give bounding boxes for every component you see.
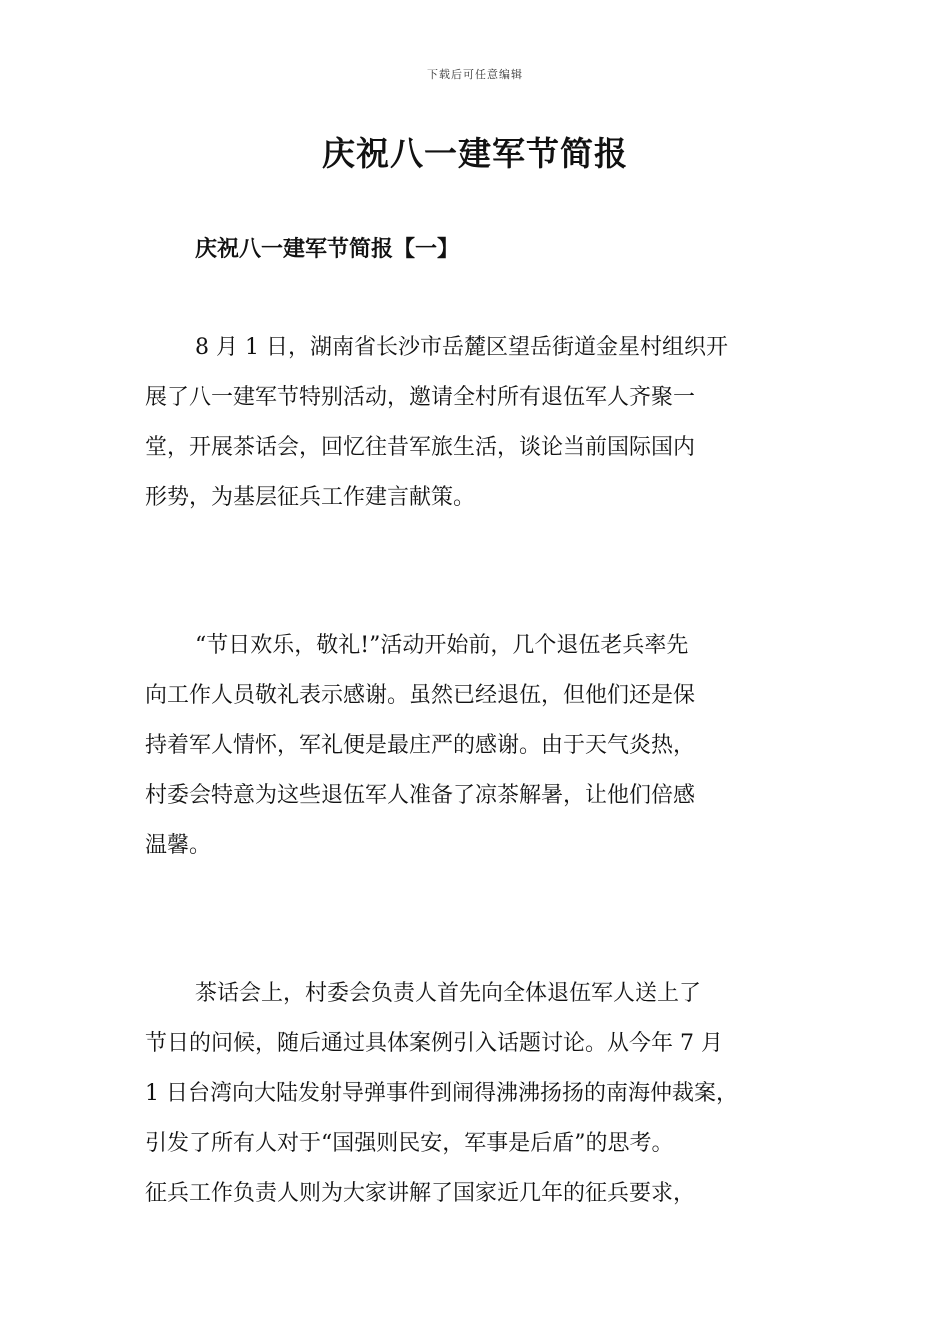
paragraph-line: 温馨。	[145, 833, 212, 858]
paragraph-line: 向工作人员敬礼表示感谢。虽然已经退伍，但他们还是保	[145, 683, 696, 708]
paragraph-2	[145, 621, 810, 871]
paragraph-line: 形势，为基层征兵工作建言献策。	[145, 485, 476, 510]
paragraph-line: 展了八一建军节特别活动，邀请全村所有退伍军人齐聚一	[145, 385, 696, 410]
paragraph-line: 征兵工作负责人则为大家讲解了国家近几年的征兵要求，	[145, 1181, 696, 1206]
download-note: 下载后可任意编辑	[427, 68, 523, 81]
paragraph-line: 茶话会上，村委会负责人首先向全体退伍军人送上了	[195, 981, 702, 1006]
paragraph-3	[145, 969, 810, 1219]
paragraph-line: 1 日台湾向大陆发射导弹事件到闹得沸沸扬扬的南海仲裁案，	[145, 1081, 738, 1106]
paragraph-line: 8 月 1 日，湖南省长沙市岳麓区望岳街道金星村组织开	[195, 335, 728, 360]
paragraph-line: 持着军人情怀，军礼便是最庄严的感谢。由于天气炎热，	[145, 733, 696, 758]
paragraph-line: 村委会特意为这些退伍军人准备了凉茶解暑，让他们倍感	[145, 783, 696, 808]
paragraph-line: “节日欢乐，敬礼!”活动开始前，几个退伍老兵率先	[195, 633, 689, 658]
paragraph-line: 引发了所有人对于“国强则民安，军事是后盾”的思考。	[145, 1131, 674, 1156]
document-title: 庆祝八一建军节简报	[322, 134, 628, 173]
paragraph-line: 堂，开展茶话会，回忆往昔军旅生活，谈论当前国际国内	[145, 435, 696, 460]
paragraph-1	[145, 323, 810, 523]
paragraph-line: 节日的问候，随后通过具体案例引入话题讨论。从今年 7 月	[145, 1031, 723, 1056]
section-subtitle: 庆祝八一建军节简报【一】	[195, 236, 460, 262]
